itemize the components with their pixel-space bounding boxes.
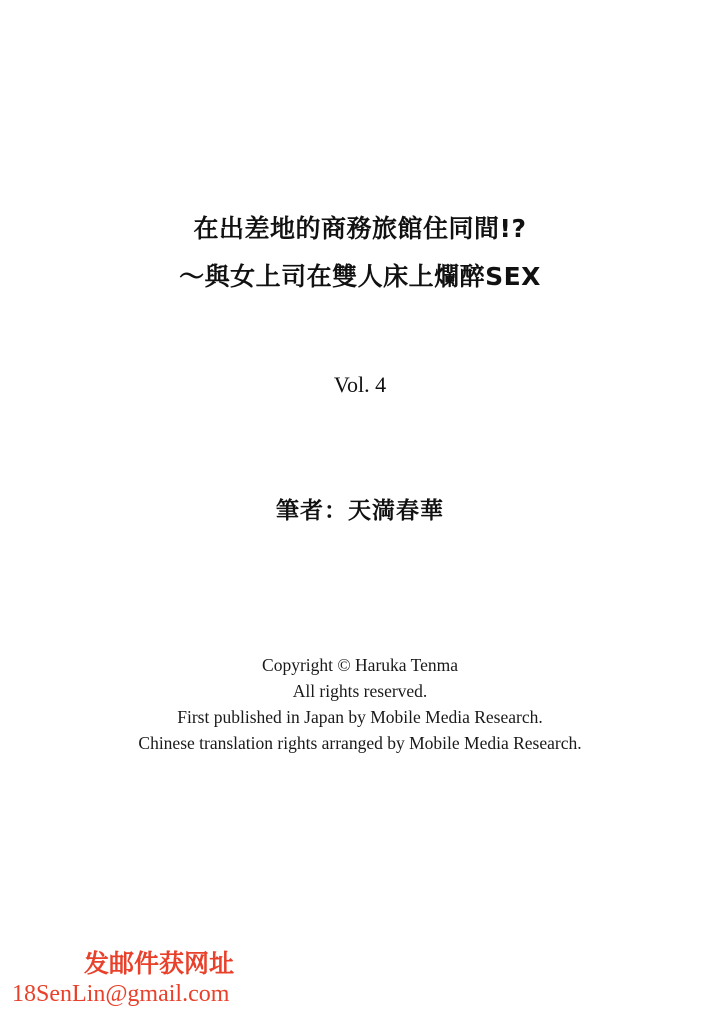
copyright-line-4: Chinese translation rights arranged by Mobile Media Research. [138,733,582,753]
watermark [12,949,234,1009]
title-line-1: 在出差地的商務旅館住同間!? [193,214,527,243]
title-line-2: ～與女上司在雙人床上爛醉SEX [179,262,541,291]
copyright-line-1: Copyright © Haruka Tenma [262,655,458,675]
author-label: 筆者：天満春華 [276,498,444,524]
title-block [0,205,720,301]
copyright-line-3: First published in Japan by Mobile Media Research. [177,707,543,727]
copyright-line-2: All rights reserved. [292,681,428,701]
watermark-line-1: 发邮件获网址 [84,949,235,978]
watermark-line-2: 18SenLin@gmail.com [12,981,230,1007]
volume-label: Vol. 4 [333,372,387,397]
copyright-block [0,652,720,756]
